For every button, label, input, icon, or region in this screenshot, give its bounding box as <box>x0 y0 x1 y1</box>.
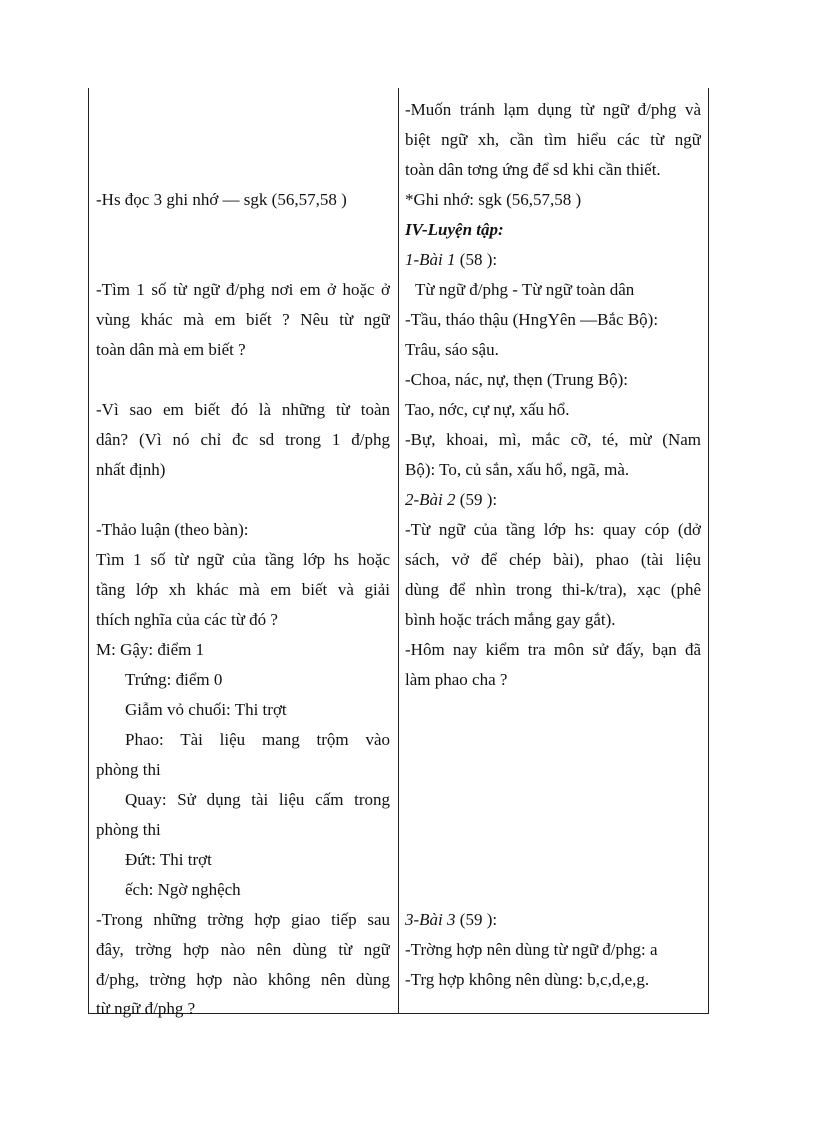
right-tau-2: Trâu, sáo sậu. <box>405 340 499 359</box>
bai1-ref: (58 ): <box>455 250 498 269</box>
section-heading: IV-Luyện tập: <box>405 220 504 239</box>
left-phao-2: phòng thi <box>96 760 161 779</box>
right-hs-2: sách, vở để chép bài), phao (tài liệu <box>405 550 701 569</box>
right-bu-2: Bộ): To, củ sắn, xấu hổ, ngã, mà. <box>405 460 630 479</box>
left-quay-2: phòng thi <box>96 820 161 839</box>
right-homnay-1: -Hôm nay kiểm tra môn sử đấy, bạn đã <box>405 640 701 659</box>
bai3-title <box>405 905 701 935</box>
left-tim-1: -Tìm 1 số từ ngữ đ/phg nơi em ở hoặc ở <box>96 280 390 299</box>
left-giam: Giẫm vỏ chuối: Thi trợt <box>125 700 287 719</box>
right-hs-4: bình hoặc trách mắng gay gắt). <box>405 610 616 629</box>
bai2-label: 2-Bài 2 <box>405 490 456 509</box>
right-tau-1: -Tầu, tháo thậu (HngYên —Bắc Bộ): <box>405 310 659 329</box>
left-trong-1: -Trong những trờng hợp giao tiếp sau <box>96 910 390 929</box>
left-visao-3: nhất định) <box>96 460 166 479</box>
left-m-gay: M: Gậy: điểm 1 <box>96 640 205 659</box>
bai3-label: 3-Bài 3 <box>405 910 456 929</box>
left-trong-2: đây, trờng hợp nào nên dùng từ ngữ <box>96 940 390 959</box>
left-hs-doc: -Hs đọc 3 ghi nhớ — sgk (56,57,58 ) <box>96 190 347 209</box>
left-trung: Trứng: điểm 0 <box>125 670 223 689</box>
column-divider <box>398 88 399 1013</box>
left-phao-1: Phao: Tài liệu mang trộm vào <box>125 730 390 749</box>
right-homnay-2: làm phao cha ? <box>405 670 508 689</box>
right-trong-a: -Trờng hợp nên dùng từ ngữ đ/phg: a <box>405 940 658 959</box>
bai3-ref: (59 ): <box>455 910 498 929</box>
left-visao-1: -Vì sao em biết đó là những từ toàn <box>96 400 390 419</box>
left-quay-1: Quay: Sử dụng tài liệu cấm trong <box>125 790 390 809</box>
bai1-label: 1-Bài 1 <box>405 250 456 269</box>
left-trong-3: đ/phg, trờng hợp nào không nên dùng <box>96 970 390 989</box>
left-tim2-1: Tìm 1 số từ ngữ của tầng lớp hs hoặc <box>96 550 390 569</box>
left-thaoluan: -Thảo luận (theo bàn): <box>96 520 249 539</box>
right-muon-1: -Muốn tránh lạm dụng từ ngữ đ/phg và <box>405 100 701 119</box>
right-trg-b: -Trg hợp không nên dùng: b,c,d,e,g. <box>405 970 650 989</box>
right-choa: -Choa, nác, nự, thẹn (Trung Bộ): <box>405 370 628 389</box>
left-tim2-3: thích nghĩa của các từ đó ? <box>96 610 278 629</box>
bai2-title <box>405 485 701 515</box>
left-tim-3: toàn dân mà em biết ? <box>96 340 246 359</box>
bai2-ref: (59 ): <box>455 490 498 509</box>
left-dut: Đứt: Thi trợt <box>125 850 212 869</box>
right-muon-3: toàn dân tơng ứng để sd khi cần thiết. <box>405 160 661 179</box>
bai1-title <box>405 245 701 275</box>
right-ghinho: *Ghi nhớ: sgk (56,57,58 ) <box>405 190 582 209</box>
lesson-table <box>88 88 709 1018</box>
right-muon-2: biệt ngữ xh, cần tìm hiểu các từ ngữ <box>405 130 701 149</box>
left-tim2-2: tầng lớp xh khác mà em biết và giải <box>96 580 390 599</box>
right-bu-1: -Bự, khoai, mì, mắc cỡ, té, mừ (Nam <box>405 430 701 449</box>
left-visao-2: dân? (Vì nó chỉ đc sd trong 1 đ/phg <box>96 430 390 449</box>
right-hs-1: -Từ ngữ của tầng lớp hs: quay cóp (dở <box>405 520 701 539</box>
left-tim-2: vùng khác mà em biết ? Nêu từ ngữ <box>96 310 390 329</box>
right-col-heads: Từ ngữ đ/phg - Từ ngữ toàn dân <box>415 280 635 299</box>
left-ech: ếch: Ngờ nghệch <box>125 880 241 899</box>
left-trong-4: từ ngữ đ/phg ? <box>96 999 196 1018</box>
right-hs-3: dùng để nhìn trong thi-k/tra), xạc (phê <box>405 580 701 599</box>
right-tao: Tao, nớc, cự nự, xấu hổ. <box>405 400 570 419</box>
